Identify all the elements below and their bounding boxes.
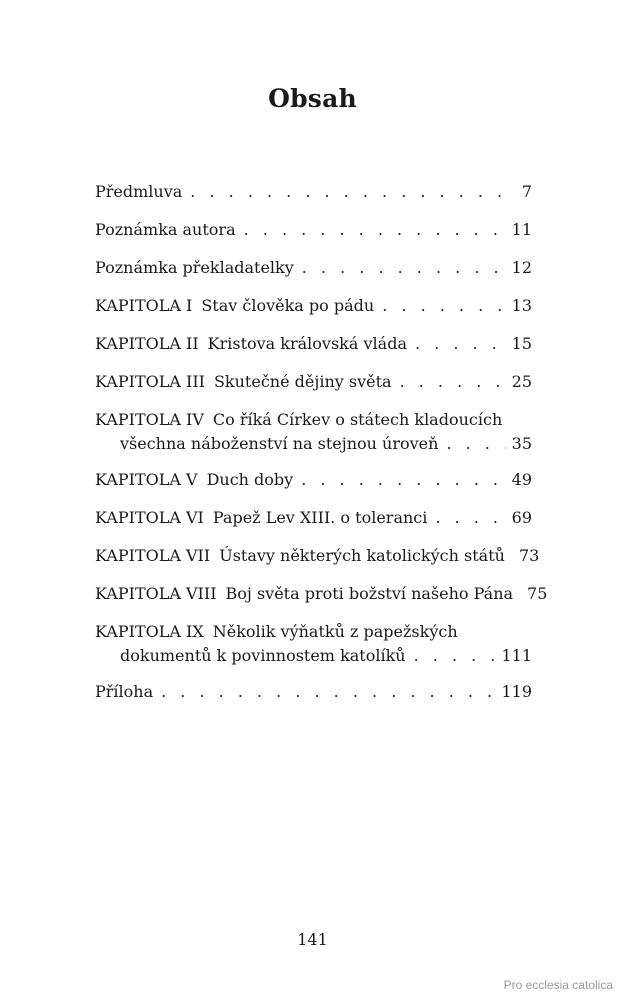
- toc-chapter-number: KAPITOLA IX: [95, 622, 204, 641]
- toc-entry-label: Poznámka překladatelky: [95, 258, 294, 277]
- toc-entry-poznamka-prekladatelky[interactable]: [95, 256, 532, 280]
- dot-leader: [161, 680, 495, 704]
- dot-leader: [435, 506, 505, 530]
- toc-entry-priloha[interactable]: [95, 680, 532, 704]
- toc-entry-page: 111: [501, 646, 532, 665]
- toc-entry-page: 25: [511, 372, 532, 391]
- toc-entry-page: 73: [518, 546, 540, 565]
- toc-entry-label: Předmluva: [95, 182, 183, 201]
- toc-chapter-number: KAPITOLA I: [95, 296, 193, 315]
- toc-entry-predmluva[interactable]: [95, 180, 532, 204]
- page-title: Obsah: [268, 84, 357, 113]
- toc-entry-label: Kristova královská vláda: [207, 334, 407, 353]
- toc-entry-label: Papež Lev XIII. o toleranci: [212, 508, 428, 527]
- dot-leader: [302, 256, 506, 280]
- toc-entry-label: Několik výňatků z papežských: [212, 622, 458, 641]
- toc-entry-label: Ústavy některých katolických států: [219, 546, 505, 565]
- toc-chapter-number: KAPITOLA III: [95, 372, 205, 391]
- toc-entry-page: 119: [501, 682, 532, 701]
- dot-leader: [244, 218, 506, 242]
- toc-entry-label: Příloha: [95, 682, 154, 701]
- toc-entry-kapitola-7[interactable]: [95, 544, 540, 568]
- toc-entry-label-continued: všechna náboženství na stejnou úroveň: [120, 434, 439, 453]
- toc-entry-kapitola-6[interactable]: [95, 506, 532, 530]
- toc-entry-page: 69: [511, 508, 532, 527]
- toc-entry-label-continued: dokumentů k povinnostem katolíků: [120, 646, 406, 665]
- dot-leader: [382, 294, 505, 318]
- toc-entry-page: 13: [511, 296, 532, 315]
- toc-chapter-number: KAPITOLA VIII: [95, 584, 217, 603]
- toc-chapter-number: KAPITOLA IV: [95, 410, 204, 429]
- toc-entry-label: Co říká Církev o státech kladoucích: [212, 410, 503, 429]
- dot-leader: [301, 468, 505, 492]
- toc-entry-page: 12: [511, 258, 532, 277]
- toc-entry-kapitola-3[interactable]: [95, 370, 532, 394]
- watermark: Pro ecclesia catolica: [503, 978, 613, 992]
- toc-entry-page: 75: [527, 584, 548, 603]
- dot-leader: [400, 370, 506, 394]
- toc-entry-label: Poznámka autora: [95, 220, 236, 239]
- toc-entry-kapitola-8[interactable]: [95, 582, 548, 606]
- toc-entry-label: Skutečné dějiny světa: [213, 372, 392, 391]
- toc-entry-poznamka-autora[interactable]: [95, 218, 532, 242]
- toc-entry-kapitola-1[interactable]: [95, 294, 532, 318]
- dot-leader: [446, 432, 505, 456]
- toc-entry-kapitola-9[interactable]: [95, 620, 532, 668]
- toc-chapter-number: KAPITOLA V: [95, 470, 198, 489]
- toc-entry-page: 15: [511, 334, 532, 353]
- toc-chapter-number: KAPITOLA VII: [95, 546, 211, 565]
- toc-entry-page: 35: [511, 434, 532, 453]
- toc-entry-label: Boj světa proti božství našeho Pána: [225, 584, 514, 603]
- toc-entry-kapitola-2[interactable]: [95, 332, 532, 356]
- toc-entry-label: Stav člověka po pádu: [201, 296, 375, 315]
- toc-entry-kapitola-4[interactable]: [95, 408, 532, 456]
- table-of-contents: [95, 180, 548, 718]
- toc-chapter-number: KAPITOLA II: [95, 334, 199, 353]
- toc-entry-page: 7: [521, 182, 532, 201]
- toc-entry-page: 11: [511, 220, 532, 239]
- dot-leader: [190, 180, 510, 204]
- toc-entry-label: Duch doby: [206, 470, 294, 489]
- toc-entry-kapitola-5[interactable]: [95, 468, 532, 492]
- dot-leader: [415, 332, 506, 356]
- toc-chapter-number: KAPITOLA VI: [95, 508, 204, 527]
- dot-leader: [414, 644, 496, 668]
- page-number: 141: [297, 930, 328, 949]
- toc-entry-page: 49: [511, 470, 532, 489]
